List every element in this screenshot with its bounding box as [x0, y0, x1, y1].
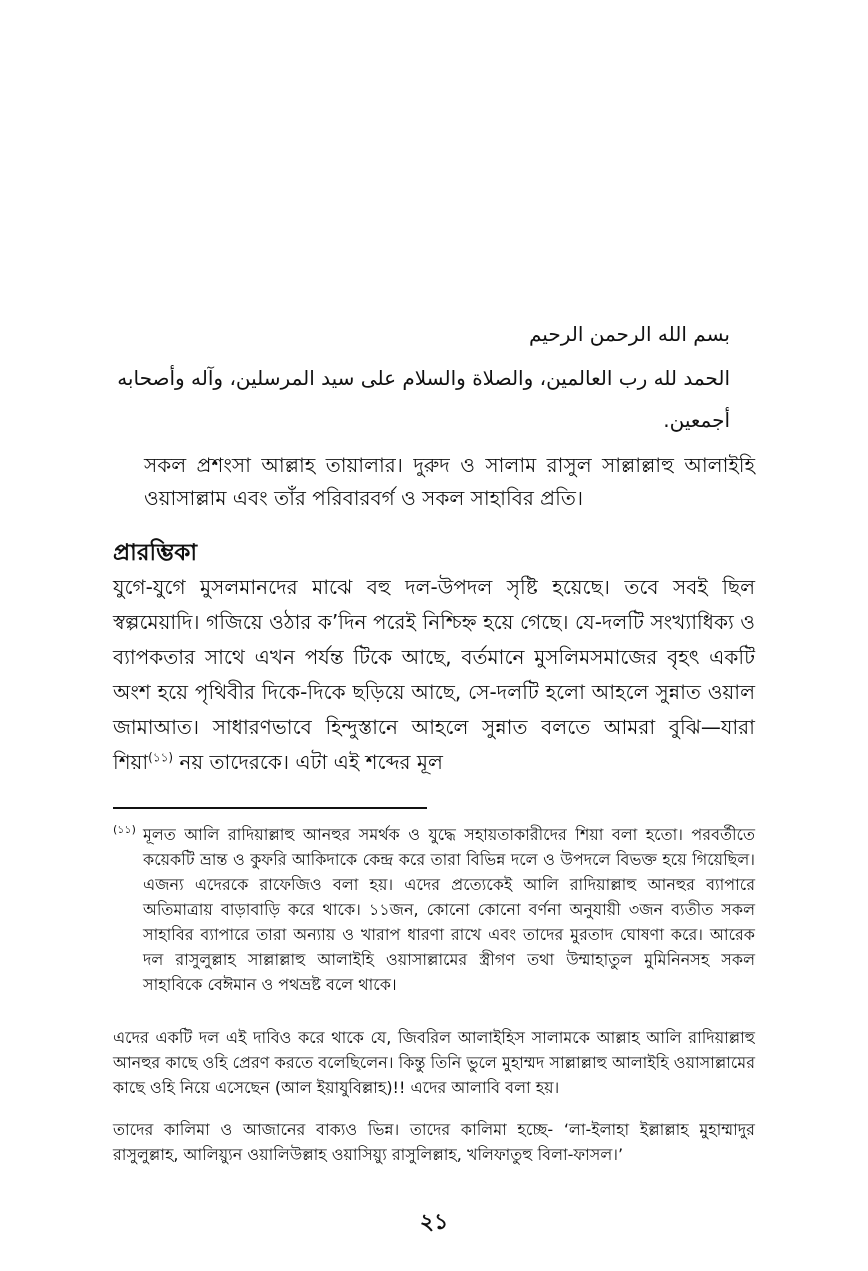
footnote-1: [113, 822, 755, 997]
intro-paragraph: সকল প্রশংসা আল্লাহ তায়ালার। দুরুদ ও সালাম রাসুল সাল্লাল্লাহু আলাইহি ওয়াসাল্লাম এবং তাঁর পরিবারবর্গ ও সকল সাহাবির প্রতি।: [144, 453, 755, 510]
footnote-reference: (১১): [148, 750, 174, 765]
body-text-before: যুগে-যুগে মুসলমানদের মাঝে বহু দল-উপদল সৃষ্টি হয়েছে। তবে সবই ছিল স্বল্পমেয়াদি। গজিয়ে ওঠার ক’দিন পরেই নিশ্চিহ্ন হয়ে গেছে। যে-দলটি সংখ্যাধিক্য ও ব্যাপকতার সাথে এখন পর্যন্ত টিকে আছে, বর্তমানে মুসলিমসমাজের বৃহৎ একটি অংশ হয়ে পৃথিবীর দিকে-দিকে ছড়িয়ে আছে, সে-দলটি হলো আহলে সুন্নাত ওয়াল জামাআত। সাধারণভাবে হিন্দুস্তানে আহলে সুন্নাত বলতে আমরা বুঝি—যারা শিয়া: [113, 575, 755, 774]
footnote-number: (১১): [113, 823, 136, 836]
arabic-praise-line: الحمد لله رب العالمين، والصلاة والسلام على سيد المرسلين، وآله وأصحابه: [117, 366, 730, 390]
arabic-praise-line-end: أجمعين.: [663, 408, 730, 432]
footnote-paragraph-1: মূলত আলি রাদিয়াল্লাহু আনহুর সমর্থক ও যুদ্ধে সহায়তাকারীদের শিয়া বলা হতো। পরবর্তীতে কয়েকটি ভ্রান্ত ও কুফরি আকিদাকে কেন্দ্র করে তারা বিভিন্ন দলে ও উপদলে বিভক্ত হয়ে গিয়েছিল। এজন্য এদেরকে রাফেজিও বলা হয়। এদের প্রত্যেকেই আলি রাদিয়াল্লাহু আনহুর ব্যাপারে অতিমাত্রায় বাড়াবাড়ি করে থাকে। ১১জন, কোনো কোনো বর্ণনা অনুযায়ী ৩জন ব্যতীত সকল সাহাবির ব্যাপারে তারা অন্যায় ও খারাপ ধারণা রাখে এবং তাদের মুরতাদ ঘোষণা করে। আরেক দল রাসুলুল্লাহ সাল্লাল্লাহু আলাইহি ওয়াসাল্লামের স্ত্রীগণ তথা উম্মাহাতুল মুমিনিনসহ সকল সাহাবিকে বেঈমান ও পথভ্রষ্ট বলে থাকে।: [143, 825, 755, 994]
footnote-divider: [113, 807, 427, 809]
page-number: ২১: [419, 1210, 449, 1235]
section-body: [113, 570, 755, 780]
body-text-after: নয় তাদেরকে। এটা এই শব্দের মূল: [173, 750, 443, 774]
basmala-line: بسم الله الرحمن الرحيم: [528, 322, 730, 346]
footnote-paragraph-2: এদের একটি দল এই দাবিও করে থাকে যে, জিবরিল আলাইহিস সালামকে আল্লাহ আলি রাদিয়াল্লাহু আনহুর কাছে ওহি প্রেরণ করতে বলেছিলেন। কিন্তু তিনি ভুলে মুহাম্মদ সাল্লাল্লাহু আলাইহি ওয়াসাল্লামের কাছে ওহি নিয়ে এসেছেন (আল ইয়াযুবিল্লাহ)!! এদের আলাবি বলা হয়।: [113, 1028, 755, 1097]
section-heading: প্রারম্ভিকা: [113, 540, 198, 566]
footnote-paragraph-3: তাদের কালিমা ও আজানের বাক্যও ভিন্ন। তাদের কালিমা হচ্ছে- ‘লা-ইলাহা ইল্লাল্লাহ মুহাম্মাদুর রাসুলুল্লাহ, আলিয়্যুন ওয়ালিউল্লাহ ওয়াসিয়্যু রাসুলিল্লাহ, খলিফাতুহু বিলা-ফাসল।’: [113, 1120, 755, 1164]
